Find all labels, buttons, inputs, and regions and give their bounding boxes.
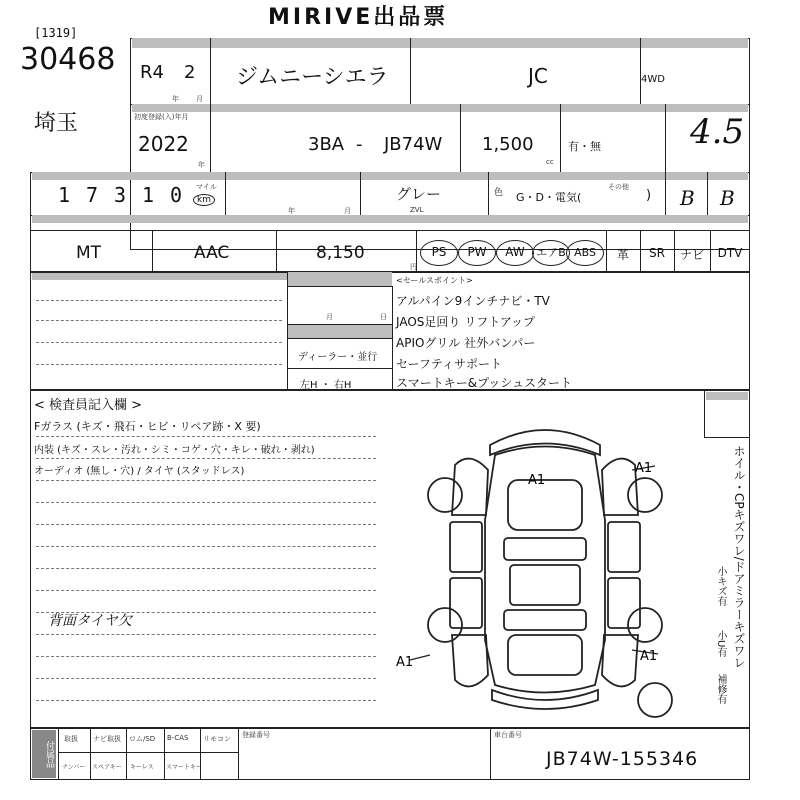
door-left-front <box>450 522 482 572</box>
mileage-d1: 1 <box>58 183 71 207</box>
lot-number: 30468 <box>20 42 116 77</box>
option-airbag: エアB <box>532 240 570 266</box>
damage-mark-left-rear: A1 <box>396 655 414 670</box>
grade: JC <box>528 64 548 88</box>
option-sr: SR <box>649 246 665 260</box>
option-aw: AW <box>496 240 534 266</box>
color: グレー <box>396 185 442 203</box>
prefecture: 埼玉 <box>34 111 79 136</box>
sales-point-1: アルパイン9インチナビ・TV <box>396 294 550 308</box>
option-navi: ナビ <box>679 248 704 262</box>
mileage-d3: 3 <box>114 183 127 207</box>
dealer-parallel: ディーラー・並行 <box>298 352 378 363</box>
door-right-rear <box>608 578 640 628</box>
car-roof <box>510 565 580 605</box>
sales-point-3: APIOグリル 社外バンパー <box>396 336 536 350</box>
spare-wheel <box>638 683 672 717</box>
option-pw: PW <box>458 240 496 266</box>
mileage-unit-km: km <box>193 194 215 206</box>
side-tag: 付属品 <box>32 730 56 778</box>
option-ps: PS <box>420 240 458 266</box>
inspector-line-glass: Fガラス (キズ・飛石・ヒビ・リペア跡・X 要) <box>34 420 261 433</box>
inspector-title: < 検査員記入欄 > <box>34 398 143 413</box>
reg-no-label: 登録番号 <box>242 731 270 739</box>
chassis-label: 車台番号 <box>494 731 522 739</box>
damage-mark-right-rear: A1 <box>640 649 658 664</box>
color-options: G・D・電気( <box>516 191 582 204</box>
sales-point-4: セーフティサポート <box>396 357 502 371</box>
lot-small: [1319] <box>34 26 78 40</box>
wheel-left-rear <box>428 608 462 642</box>
sales-point-2: JAOS足回り リフトアップ <box>396 315 536 329</box>
wheel-left-front <box>428 478 462 512</box>
mileage-d5: 0 <box>170 183 183 207</box>
color-code: ZVL <box>410 206 424 214</box>
inspector-line-audio: オーディオ (無し・穴) / タイヤ (スタッドレス) <box>34 466 245 477</box>
car-damage-diagram <box>396 410 690 720</box>
displacement: 1,500 <box>482 134 534 155</box>
wheel-right-rear <box>628 608 662 642</box>
recycle-fee: 8,150 <box>316 243 365 263</box>
fender-left-rear <box>452 635 488 686</box>
car-trunk <box>508 635 582 675</box>
sales-point-5: スマートキー&プッシュスタート <box>396 376 573 390</box>
grade-interior: B <box>680 186 695 210</box>
handle-side: 左H ・ 右H <box>300 380 352 391</box>
year-num: 2 <box>184 62 196 83</box>
damage-mark-hood: A1 <box>528 473 546 488</box>
model-name: ジムニーシエラ <box>236 65 389 90</box>
grade-exterior: B <box>720 186 735 210</box>
car-windshield <box>504 538 586 560</box>
mileage-d4: 1 <box>142 183 155 207</box>
drive-type: 4WD <box>641 74 665 85</box>
model-code: JB74W <box>384 134 443 155</box>
option-dtv: DTV <box>717 246 743 260</box>
car-rear-window <box>504 610 586 630</box>
model-code-prefix: 3BA <box>308 134 345 155</box>
aircon: AAC <box>194 243 230 263</box>
year-era: R4 <box>140 62 164 83</box>
document-title: MIRIVE出品票 <box>268 5 449 30</box>
right-note-1: 小キズ有 <box>715 566 726 606</box>
chassis-number: JB74W-155346 <box>546 748 699 770</box>
damage-mark-right-front: A1 <box>635 461 653 476</box>
model-year: 2022 <box>138 132 189 156</box>
inspector-line-interior: 内装 (キズ・スレ・汚れ・シミ・コゲ・穴・キレ・破れ・剥れ) <box>34 445 315 456</box>
door-left-rear <box>450 578 482 628</box>
right-note-3: 補修有 <box>715 674 726 704</box>
mileage-d2: 7 <box>86 183 99 207</box>
right-note-2: 小U有 <box>715 630 726 658</box>
yes-no: 有・無 <box>568 140 601 153</box>
right-side-text: ホイル・CPキズワレ/ドアミラーキズワレ <box>732 445 746 669</box>
fender-right-rear <box>602 635 638 686</box>
option-abs: ABS <box>566 240 604 266</box>
door-right-front <box>608 522 640 572</box>
handwritten-note: 背面タイヤ欠 <box>48 613 132 629</box>
wheel-right-front <box>628 478 662 512</box>
score-scribble: 4.5 <box>690 112 745 152</box>
sales-point-title: <セールスポイント> <box>396 276 473 285</box>
transmission: MT <box>76 243 102 263</box>
option-leather: 革 <box>616 248 629 262</box>
